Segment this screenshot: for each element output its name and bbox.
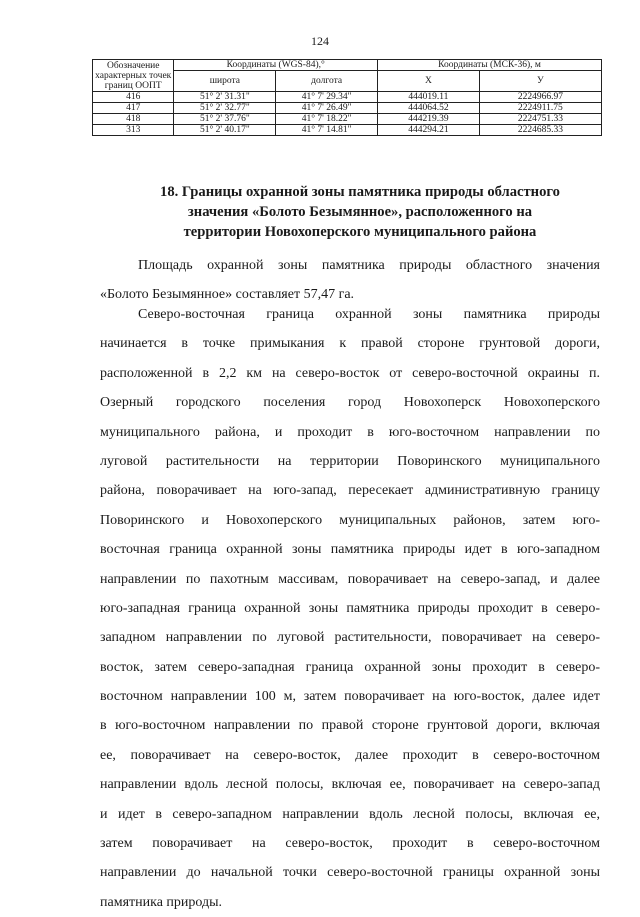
heading-line: 18. Границы охранной зоны памятника природы областного (160, 184, 560, 200)
table-row (93, 125, 602, 136)
paragraph-line: района, поворачивает на юго-запад, пересекает административную границу (100, 483, 600, 499)
paragraph-line: направлении до начальной точки северо-восточной границы охранной зоны (100, 865, 600, 881)
y-cell: 2224751.33 (479, 114, 601, 125)
coordinates-table (92, 59, 602, 136)
paragraph-line: начинается в точке примыкания к правой стороне грунтовой дороги, (100, 336, 600, 352)
paragraph-line: в юго-восточном направлении по правой стороне грунтовой дороги, включая (100, 718, 600, 734)
latitude-cell: 51° 2' 37.76" (174, 114, 276, 125)
paragraph-line: западном направлении по луговой растительности, поворачивает на северо- (100, 630, 600, 646)
paragraph-line: ее, поворачивает на северо-восток, далее проходит в северо-восточном (100, 747, 600, 763)
heading-line: территории Новохоперского муниципального района (183, 224, 537, 240)
paragraph-line: памятника природы. (100, 894, 223, 910)
paragraph-line: и идет в северо-западном направлении вдоль лесной полосы, включая ее, (100, 806, 600, 822)
y-cell: 2224685.33 (479, 125, 601, 136)
header-longitude: долгота (276, 71, 378, 92)
point-id-cell: 416 (93, 92, 174, 103)
x-cell: 444019.11 (378, 92, 480, 103)
paragraph-line: юго-западная граница охранной зоны памятника природы проходит в северо- (100, 600, 600, 616)
section-heading (120, 182, 600, 242)
table-row (93, 103, 602, 114)
paragraph-line: Площадь охранной зоны памятника природы областного значения (138, 258, 600, 273)
paragraph-line: «Болото Безымянное» составляет 57,47 га. (100, 287, 355, 303)
header-designation-line: характерных точек (95, 70, 172, 81)
point-id-cell: 417 (93, 103, 174, 114)
paragraph-line: восток, затем северо-западная граница охранной зоны проходит в северо- (100, 659, 600, 675)
boundary-paragraph (100, 300, 600, 917)
table-row (93, 114, 602, 125)
x-cell: 444064.52 (378, 103, 480, 114)
point-id-cell: 313 (93, 125, 174, 136)
header-wgs84: Координаты (WGS-84),° (174, 60, 378, 71)
table-row (93, 92, 602, 103)
header-msk36: Координаты (МСК-36), м (378, 60, 602, 71)
y-cell: 2224966.97 (479, 92, 601, 103)
paragraph-line: направлении вдоль лесной полосы, включая ее, поворачивает на северо-запад (100, 777, 600, 793)
latitude-cell: 51° 2' 31.31" (174, 92, 276, 103)
y-cell: 2224911.75 (479, 103, 601, 114)
heading-line: значения «Болото Безымянное», расположенного на (187, 204, 533, 220)
paragraph-line: Северо-восточная граница охранной зоны памятника природы (138, 307, 600, 322)
point-id-cell: 418 (93, 114, 174, 125)
paragraph-line: Озерный городского поселения город Новохоперск Новохоперского (100, 395, 600, 411)
header-designation-line: границ ООПТ (104, 80, 162, 91)
paragraph-line: направлении по пахотным массивам, поворачивает на северо-запад, и далее (100, 571, 600, 587)
paragraph-line: восточная граница охранной зоны памятника природы идет в юго-западном (100, 542, 600, 558)
paragraph-line: затем поворачивает на северо-восток, проходит в северо-восточном (100, 836, 600, 852)
header-designation-line: Обозначение (106, 60, 160, 71)
latitude-cell: 51° 2' 32.77" (174, 103, 276, 114)
longitude-cell: 41° 7' 14.81" (276, 125, 378, 136)
paragraph-line: расположенной в 2,2 км на северо-восток от северо-восточной окраины п. (100, 365, 600, 381)
paragraph-line: луговой растительности на территории Поворинского муниципального (100, 453, 600, 469)
x-cell: 444294.21 (378, 125, 480, 136)
x-cell: 444219.39 (378, 114, 480, 125)
header-latitude: широта (174, 71, 276, 92)
header-designation (93, 60, 174, 92)
latitude-cell: 51° 2' 40.17" (174, 125, 276, 136)
header-y: У (479, 71, 601, 92)
longitude-cell: 41° 7' 26.49" (276, 103, 378, 114)
paragraph-line: восточном направлении 100 м, затем поворачивает на юго-восток, далее идет (100, 689, 600, 705)
longitude-cell: 41° 7' 18.22" (276, 114, 378, 125)
page-number: 124 (311, 34, 329, 48)
longitude-cell: 41° 7' 29.34" (276, 92, 378, 103)
paragraph-line: Поворинского и Новохоперского муниципальных районов, затем юго- (100, 512, 600, 528)
paragraph-line: муниципального района, и проходит в юго-восточном направлении по (100, 424, 600, 440)
header-x: X (378, 71, 480, 92)
